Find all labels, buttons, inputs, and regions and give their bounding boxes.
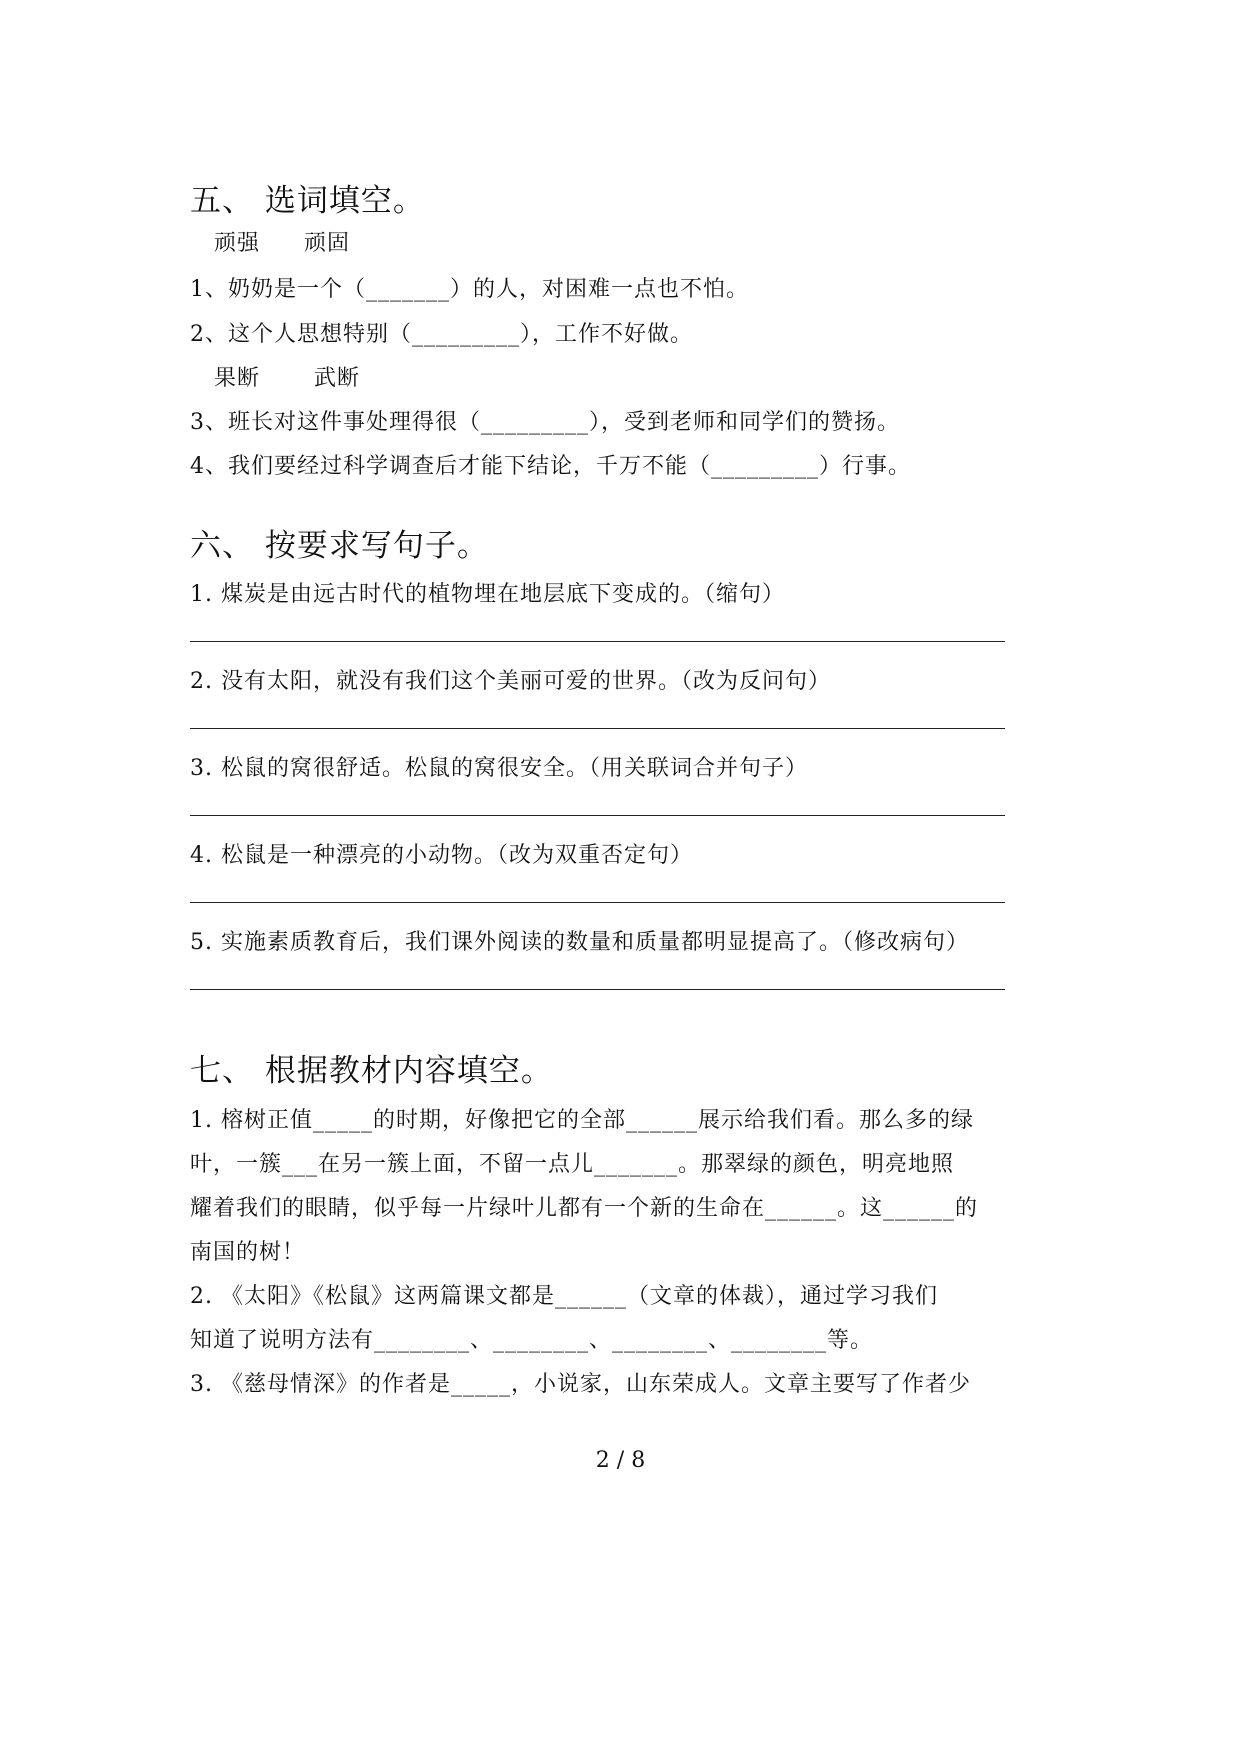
rewrite-item-5: 5. 实施素质教育后，我们课外阅读的数量和质量都明显提高了。（修改病句） — [190, 930, 969, 955]
page-number: 2 / 8 — [595, 1448, 646, 1473]
fill-line: 耀着我们的眼睛，似乎每一片绿叶儿都有一个新的生命在______。这______的 — [190, 1196, 979, 1221]
fill-line: 2. 《太阳》《松鼠》这两篇课文都是______（文章的体裁），通过学习我们 — [190, 1284, 938, 1309]
fill-line: 南国的树！ — [190, 1240, 306, 1265]
question-5-3: 3、班长对这件事处理得很（_________），受到老师和同学们的赞扬。 — [190, 410, 900, 435]
fill-line: 叶，一簇___在另一簇上面，不留一点儿_______。那翠绿的颜色，明亮地照 — [190, 1152, 955, 1177]
fill-line: 1. 榕树正值_____的时期，好像把它的全部______展示给我们看。那么多的绿 — [190, 1108, 974, 1133]
rewrite-item-3: 3. 松鼠的窝很舒适。松鼠的窝很安全。（用关联词合并句子） — [190, 756, 808, 781]
answer-line — [190, 728, 1005, 729]
question-5-2: 2、这个人思想特别（_________），工作不好做。 — [190, 322, 693, 347]
answer-line — [190, 641, 1005, 642]
fill-line: 知道了说明方法有________、________、________、________等。 — [190, 1328, 874, 1353]
answer-line — [190, 989, 1005, 990]
rewrite-item-2: 2. 没有太阳，就没有我们这个美丽可爱的世界。（改为反问句） — [190, 669, 831, 694]
section-5-title: 五、 选词填空。 — [190, 183, 425, 219]
rewrite-item-1: 1. 煤炭是由远古时代的植物埋在地层底下变成的。（缩句） — [190, 582, 785, 607]
rewrite-item-4: 4. 松鼠是一种漂亮的小动物。（改为双重否定句） — [190, 843, 693, 868]
section-7-title: 七、 根据教材内容填空。 — [190, 1053, 553, 1089]
word-option: 顽固 — [304, 231, 351, 256]
answer-line — [190, 815, 1005, 816]
word-options-group-1 — [214, 226, 350, 257]
question-5-4: 4、我们要经过科学调查后才能下结论，千万不能（_________）行事。 — [190, 454, 911, 479]
fill-line: 3. 《慈母情深》的作者是_____，小说家，山东荣成人。文章主要写了作者少 — [190, 1372, 971, 1397]
word-option: 武断 — [314, 366, 361, 391]
word-option: 果断 — [214, 366, 261, 391]
word-options-group-2 — [214, 361, 360, 392]
section-6-title: 六、 按要求写句子。 — [190, 528, 489, 564]
answer-line — [190, 902, 1005, 903]
word-option: 顽强 — [214, 231, 261, 256]
question-5-1: 1、奶奶是一个（_______）的人，对困难一点也不怕。 — [190, 277, 749, 302]
